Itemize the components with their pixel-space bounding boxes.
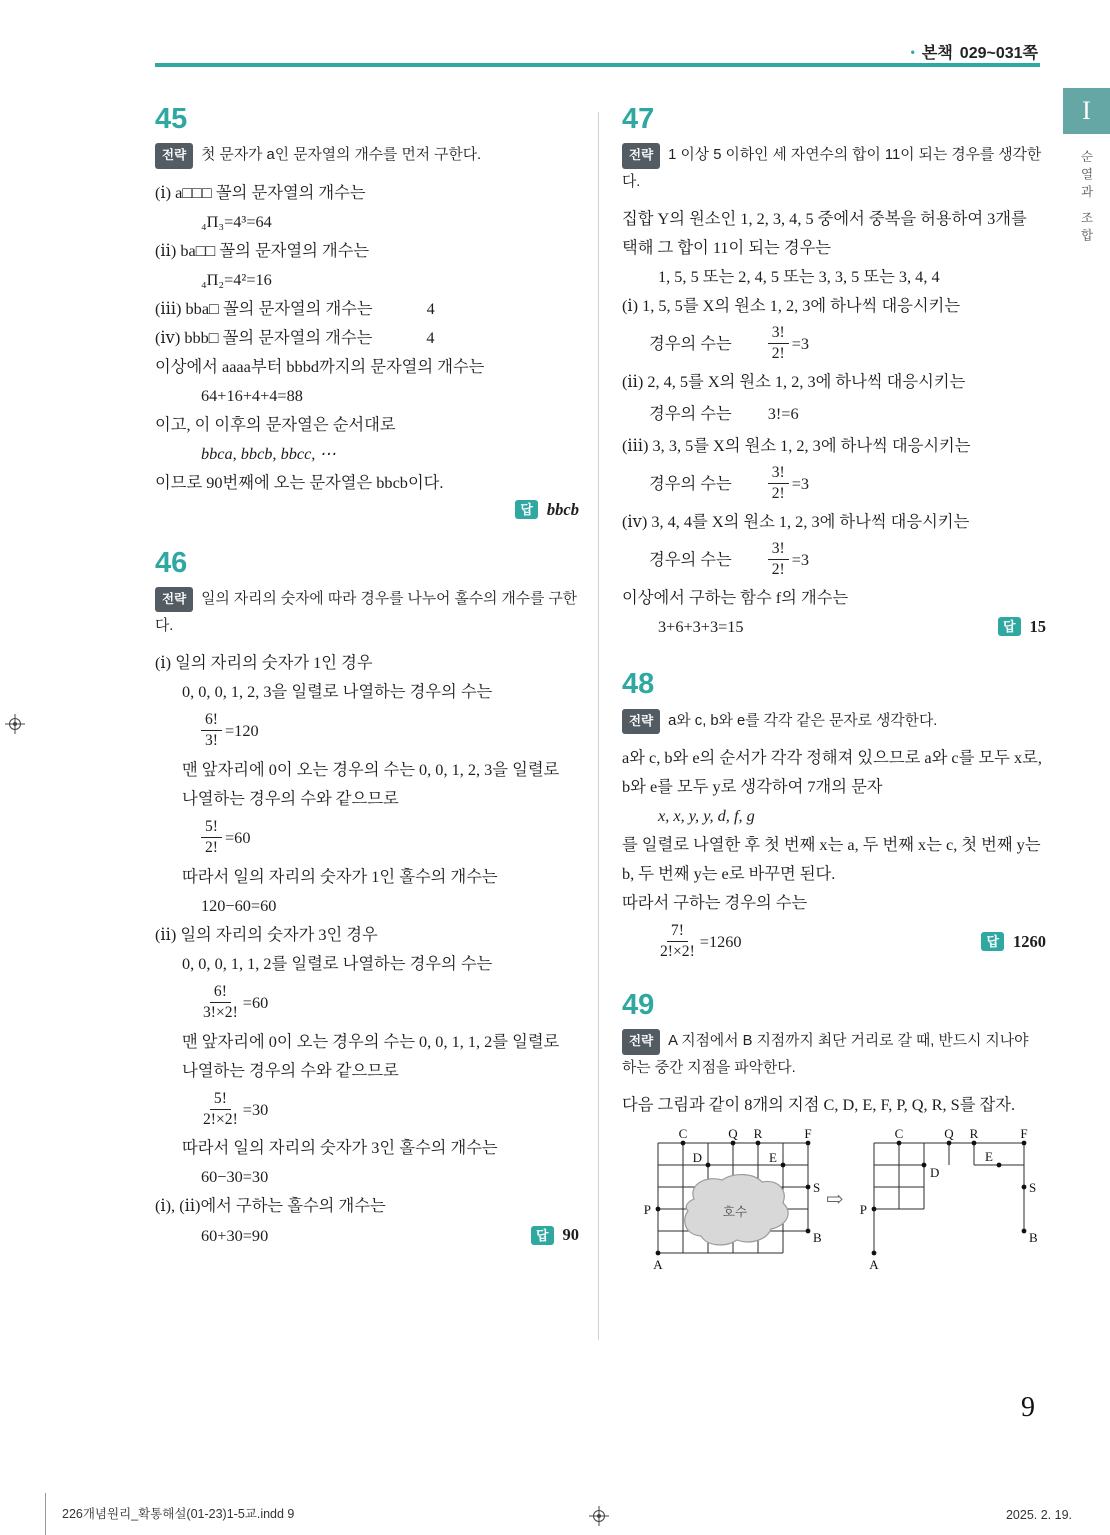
fraction-denominator: 2!: [205, 838, 218, 856]
solution-line: 따라서 일의 자리의 숫자가 3인 홀수의 개수는: [182, 1138, 498, 1158]
math-text: 60+30=90: [201, 1225, 269, 1245]
solution-line: 따라서 일의 자리의 숫자가 1인 홀수의 개수는: [182, 866, 498, 886]
header-page-range: 029~031쪽: [959, 45, 1038, 62]
point-label-f: F: [804, 1128, 812, 1141]
fraction-denominator: 2!: [771, 345, 785, 363]
point-label-r: R: [969, 1128, 979, 1141]
solution-line: (ⅱ) 2, 4, 5를 X의 원소 1, 2, 3에 하나씩 대응시키는: [622, 372, 966, 391]
point-label-s: S: [813, 1179, 821, 1195]
arrow-icon: ⇨: [826, 1186, 844, 1211]
point-label-b: B: [1029, 1229, 1038, 1245]
fraction: [768, 323, 789, 364]
strategy-badge: 전략: [622, 1029, 660, 1054]
solution-line: 이상에서 aaaa부터 bbbd까지의 문자열의 개수는: [155, 356, 485, 376]
right-column: [622, 104, 1046, 1314]
math-fraction: [155, 817, 579, 858]
problem-number: 48: [622, 668, 655, 701]
point-label-e: E: [985, 1148, 993, 1164]
strategy-badge: 전략: [155, 143, 193, 168]
fraction-numerator: 5!: [201, 817, 222, 838]
fraction-denominator: 2!: [771, 484, 785, 502]
solution-line: 이므로 90번째에 오는 문자열은 bbcb이다.: [155, 472, 444, 492]
strategy-badge: 전략: [155, 587, 193, 612]
answer-inline: [998, 612, 1046, 641]
point-label-r: R: [753, 1128, 763, 1141]
case-result-line: [622, 323, 1046, 364]
fraction-result: =3: [791, 549, 810, 569]
fraction-numerator: 7!: [667, 921, 688, 942]
grid-diagram-before: [644, 1129, 822, 1272]
point-label-b: B: [813, 1229, 822, 1245]
page-header: [911, 40, 1038, 63]
header-book-label: 본책: [921, 45, 953, 62]
math-line: 1, 5, 5 또는 2, 4, 5 또는 3, 3, 5 또는 3, 4, 4: [658, 267, 940, 287]
point-label-f: F: [1020, 1128, 1028, 1141]
problem-47: [622, 104, 1046, 641]
point-label-a: A: [653, 1256, 663, 1272]
case-label: 경우의 수는: [649, 334, 732, 354]
strategy-line: [622, 142, 1046, 195]
problem-48: [622, 669, 1046, 962]
tab-value: 4: [426, 298, 435, 318]
solution-line: 0, 0, 0, 1, 2, 3을 일렬로 나열하는 경우의 수는: [182, 681, 493, 701]
point-label-p: P: [859, 1201, 867, 1217]
math-line: x, x, y, y, d, f, g: [658, 805, 755, 825]
fraction-numerator: 3!: [768, 463, 789, 484]
solution-line: 0, 0, 0, 1, 1, 2를 일렬로 나열하는 경우의 수는: [182, 953, 493, 973]
point-label-c: C: [894, 1128, 904, 1141]
solution-text: (ⅳ) bbb□ 꼴의 문자열의 개수는: [155, 327, 373, 347]
fraction: [201, 982, 240, 1023]
answer-badge: 답: [981, 932, 1004, 951]
math-fraction: [155, 982, 579, 1023]
answer-value: 90: [562, 1225, 579, 1245]
math-line-with-answer: [155, 1220, 579, 1249]
strategy-text: A 지점에서 B 지점까지 최단 거리로 갈 때, 반드시 지나야 하는 중간 지점을 파악한다.: [622, 1033, 1029, 1076]
math-line-with-answer: [622, 612, 1046, 641]
grid-lines: [874, 1143, 1024, 1253]
solution-line: a와 c, b와 e의 순서가 각각 정해져 있으므로 a와 c를 모두 x로, b와 e를 모두 y로 생각하여 7개의 문자: [622, 747, 1042, 796]
problem-number: 49: [622, 988, 655, 1021]
bullet-icon: •: [910, 44, 915, 59]
point-label-d: D: [930, 1164, 940, 1180]
fraction-denominator: 2!: [771, 560, 785, 578]
point-label-e: E: [769, 1149, 777, 1165]
answer-row: [155, 500, 579, 520]
lake-label: 호수: [722, 1204, 748, 1219]
strategy-line: [622, 1028, 1046, 1081]
answer-value: 15: [1029, 616, 1046, 636]
tab-value: 4: [426, 327, 435, 347]
grid-diagram-after: [860, 1129, 1038, 1272]
math-fraction-with-answer: [622, 921, 1046, 962]
grid-path-figure: [622, 1129, 1046, 1281]
solution-line: 집합 Y의 원소인 1, 2, 3, 4, 5 중에서 중복을 허용하여 3개를 택해 그 합이 11이 되는 경우는: [622, 209, 1027, 258]
registration-mark-left: [4, 713, 26, 735]
fraction-numerator: 6!: [201, 710, 222, 731]
strategy-line: [155, 142, 579, 168]
point-label-q: Q: [944, 1128, 954, 1141]
fraction-result: =1260: [699, 931, 742, 951]
fraction-result: =3: [791, 473, 810, 493]
case-result-line: [622, 539, 1046, 580]
strategy-badge: 전략: [622, 709, 660, 734]
math-line: ₄Π₃=4³=64: [201, 211, 272, 231]
problem-49: [622, 990, 1046, 1286]
strategy-badge: 전략: [622, 143, 660, 168]
solution-line: (ⅰ), (ⅱ)에서 구하는 홀수의 개수는: [155, 1196, 386, 1216]
chapter-title-vertical: 순열과 조합: [1079, 150, 1093, 246]
solution-line: 따라서 구하는 경우의 수는: [622, 892, 808, 912]
answer-value: bbcb: [546, 499, 579, 519]
problem-number: 45: [155, 103, 188, 135]
solution-line: 이상에서 구하는 함수 f의 개수는: [622, 587, 849, 607]
case-label: 경우의 수는: [649, 404, 732, 423]
math-text: 3+6+3+3=15: [658, 616, 744, 636]
solution-line: (ⅰ) a□□□ 꼴의 문자열의 개수는: [155, 182, 366, 202]
fraction-denominator: 2!×2!: [660, 942, 695, 960]
fraction-result: =60: [242, 992, 269, 1012]
solution-line: 를 일렬로 나열한 후 첫 번째 x는 a, 두 번째 x는 c, 첫 번째 y는 b, 두 번째 y는 e로 바꾸면 된다.: [622, 834, 1041, 883]
solution-line: (ⅰ) 1, 5, 5를 X의 원소 1, 2, 3에 하나씩 대응시키는: [622, 296, 961, 316]
page-number: 9: [1021, 1392, 1035, 1423]
answer-inline: [981, 927, 1046, 956]
fraction-numerator: 5!: [210, 1089, 231, 1110]
fraction-numerator: 3!: [768, 539, 789, 560]
fraction: [658, 921, 697, 962]
math-line: ₄Π₂=4²=16: [201, 269, 272, 289]
case-label: 경우의 수는: [649, 473, 732, 493]
solution-line: 맨 앞자리에 0이 오는 경우의 수는 0, 0, 1, 2, 3을 일렬로 나열하는 경우의 수와 같으므로: [182, 759, 560, 808]
math-line: 60−30=30: [201, 1167, 269, 1187]
answer-badge: 답: [998, 617, 1021, 636]
strategy-text: a와 c, b와 e를 각각 같은 문자로 생각한다.: [668, 712, 938, 729]
point-label-c: C: [678, 1128, 688, 1141]
solution-line: 다음 그림과 같이 8개의 지점 C, D, E, F, P, Q, R, S를 잡자.: [622, 1094, 1016, 1114]
fraction-numerator: 6!: [210, 982, 231, 1003]
footer-filename: 226개념원리_확통해설(01-23)1-5교.indd 9: [62, 1507, 295, 1521]
answer-badge: 답: [531, 1226, 554, 1245]
fraction-result: =3: [791, 334, 810, 354]
problem-45: [155, 104, 579, 520]
strategy-line: [622, 708, 1046, 734]
solution-line: (ⅰ) 일의 자리의 숫자가 1인 경우: [155, 652, 373, 672]
solution-line: (ⅱ) 일의 자리의 숫자가 3인 경우: [155, 924, 378, 944]
answer-badge: 답: [515, 500, 538, 519]
fraction: [201, 817, 222, 858]
solution-line: 맨 앞자리에 0이 오는 경우의 수는 0, 0, 1, 1, 2를 일렬로 나열하는 경우의 수와 같으므로: [182, 1031, 560, 1080]
solution-line: 이고, 이 이후의 문자열은 순서대로: [155, 414, 396, 434]
point-label-s: S: [1029, 1179, 1037, 1195]
fraction-result: =120: [225, 720, 259, 740]
math-line: bbca, bbcb, bbcc, ⋯: [201, 443, 336, 463]
footer-date: 2025. 2. 19.: [1005, 1508, 1072, 1522]
math-fraction: [155, 1089, 579, 1130]
fraction-result: =60: [225, 827, 251, 847]
fraction: [768, 463, 789, 504]
math-line: 64+16+4+4=88: [201, 385, 303, 405]
solution-line: [155, 323, 579, 352]
fraction: [768, 539, 789, 580]
point-label-a: A: [869, 1256, 879, 1272]
answer-inline: [531, 1220, 579, 1249]
chapter-tab: [1063, 88, 1110, 134]
fraction-denominator: 3!×2!: [203, 1003, 238, 1021]
fraction-numerator: 3!: [768, 323, 789, 344]
header-rule: [155, 63, 1040, 67]
solution-line: (ⅳ) 3, 4, 4를 X의 원소 1, 2, 3에 하나씩 대응시키는: [622, 511, 970, 531]
point-label-q: Q: [728, 1128, 738, 1141]
math-line: 120−60=60: [201, 895, 277, 915]
case-result-line: [622, 463, 1046, 504]
problem-number: 46: [155, 546, 188, 579]
fraction: [201, 710, 222, 751]
solution-text: (ⅲ) bba□ 꼴의 문자열의 개수는: [155, 298, 373, 318]
solution-line: [155, 294, 579, 323]
fraction-group: [658, 921, 742, 962]
left-column: [155, 104, 579, 1278]
registration-mark-bottom: [588, 1505, 610, 1527]
fraction-denominator: 3!: [205, 731, 218, 749]
crop-mark: [45, 1493, 46, 1535]
chapter-roman-numeral: I: [1082, 96, 1091, 125]
case-label: 경우의 수는: [649, 549, 732, 569]
strategy-text: 일의 자리의 숫자에 따라 경우를 나누어 홀수의 개수를 구한다.: [155, 591, 578, 634]
problem-46: [155, 548, 579, 1250]
case-result-line: [622, 399, 1046, 428]
fraction: [201, 1089, 240, 1130]
point-label-p: P: [643, 1201, 651, 1217]
answer-value: 1260: [1013, 931, 1046, 951]
fraction-denominator: 2!×2!: [203, 1110, 238, 1128]
solution-line: (ⅲ) 3, 3, 5를 X의 원소 1, 2, 3에 하나씩 대응시키는: [622, 436, 971, 455]
fraction-result: =30: [242, 1099, 269, 1119]
case-value: 3!=6: [767, 404, 799, 423]
strategy-line: [155, 586, 579, 639]
math-fraction: [155, 710, 579, 751]
problem-number: 47: [622, 103, 655, 135]
strategy-text: 1 이상 5 이하인 세 자연수의 합이 11이 되는 경우를 생각한다.: [622, 147, 1042, 190]
column-divider: [598, 112, 599, 1340]
solution-line: (ⅱ) ba□□ 꼴의 문자열의 개수는: [155, 240, 370, 260]
point-label-d: D: [692, 1149, 702, 1165]
strategy-text: 첫 문자가 a인 문자열의 개수를 먼저 구한다.: [201, 147, 482, 164]
